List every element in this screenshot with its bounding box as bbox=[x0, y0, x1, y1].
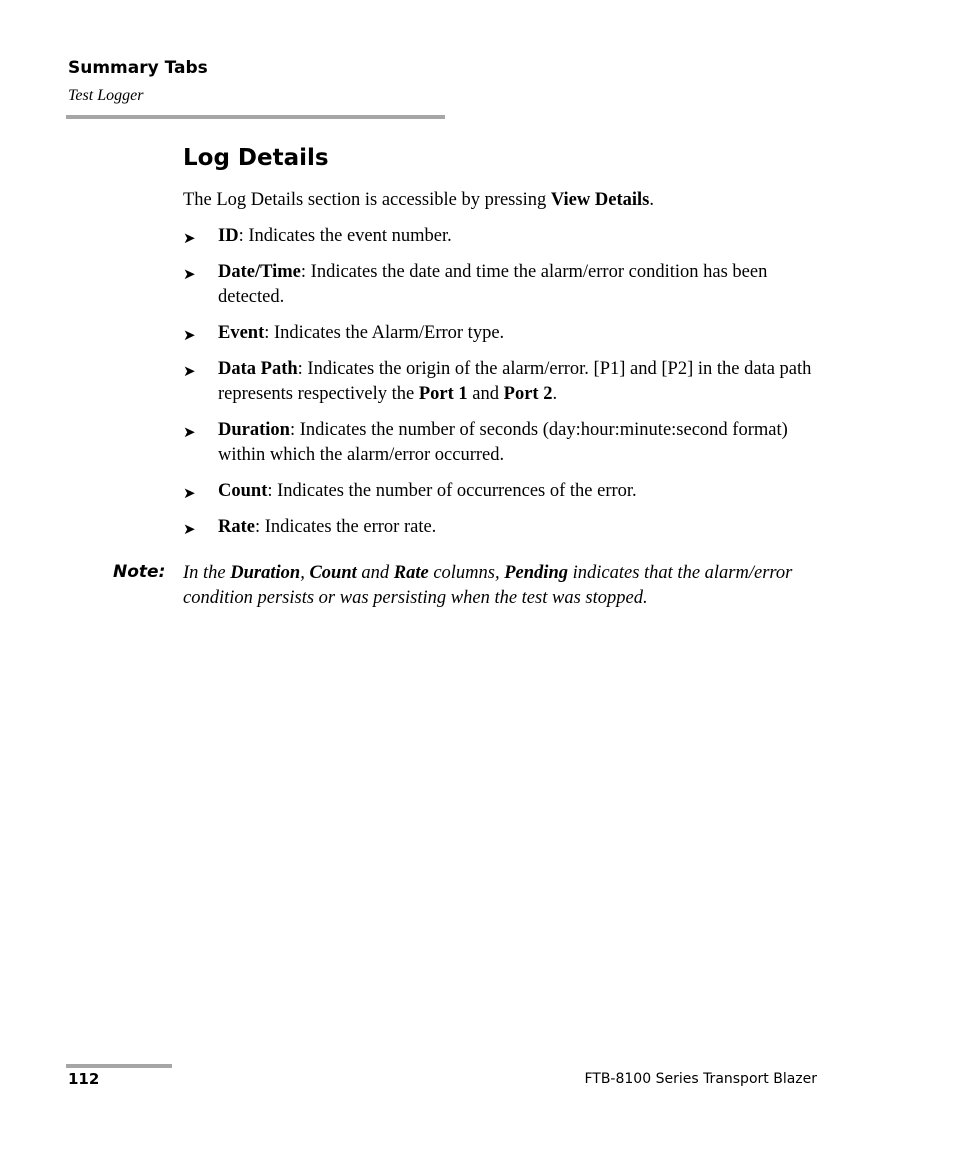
port2-term: Port 2 bbox=[503, 384, 553, 404]
list-item-data-path bbox=[183, 357, 823, 407]
arrow-bullet-icon: ➤ bbox=[183, 520, 196, 538]
description: : Indicates the number of occurrences of the error. bbox=[267, 481, 637, 501]
page-number: 112 bbox=[68, 1070, 100, 1088]
note-count-term: Count bbox=[309, 563, 357, 583]
term: ID bbox=[218, 226, 239, 246]
view-details-term: View Details bbox=[550, 190, 650, 210]
arrow-bullet-icon: ➤ bbox=[183, 326, 196, 344]
section-title: Log Details bbox=[183, 145, 329, 171]
intro-paragraph bbox=[183, 188, 823, 213]
description-end: . bbox=[552, 384, 558, 404]
header-divider bbox=[66, 115, 445, 119]
description: : Indicates the number of seconds (day:hour:minute:second format) within which the alarm/error occurred. bbox=[218, 420, 788, 465]
description: : Indicates the origin of the alarm/error. [P1] and [P2] in the data path represents respectively the bbox=[218, 359, 812, 404]
term: Rate bbox=[218, 517, 255, 537]
arrow-bullet-icon: ➤ bbox=[183, 362, 196, 380]
description: : Indicates the date and time the alarm/error condition has been detected. bbox=[218, 262, 768, 307]
term: Event bbox=[218, 323, 265, 343]
term: Count bbox=[218, 481, 268, 501]
port1-term: Port 1 bbox=[418, 384, 468, 404]
list-item-event bbox=[183, 321, 823, 346]
arrow-bullet-icon: ➤ bbox=[183, 265, 196, 283]
note-part: , bbox=[300, 563, 310, 583]
footer-divider bbox=[66, 1064, 172, 1068]
list-item-duration bbox=[183, 418, 823, 468]
note-duration-term: Duration bbox=[230, 563, 301, 583]
note-part: In the bbox=[183, 563, 231, 583]
running-header-subtitle: Test Logger bbox=[68, 87, 144, 104]
arrow-bullet-icon: ➤ bbox=[183, 423, 196, 441]
description: : Indicates the event number. bbox=[238, 226, 452, 246]
list-item-date-time bbox=[183, 260, 823, 310]
note-label: Note: bbox=[113, 562, 166, 582]
note-part: columns, bbox=[428, 563, 505, 583]
description: : Indicates the error rate. bbox=[254, 517, 437, 537]
intro-end: . bbox=[649, 190, 654, 210]
note-pending-term: Pending bbox=[504, 563, 568, 583]
list-item-rate bbox=[183, 515, 823, 540]
note-text bbox=[183, 561, 833, 611]
intro-text: The Log Details section is accessible by pressing bbox=[183, 190, 551, 210]
footer-product-name: FTB-8100 Series Transport Blazer bbox=[584, 1071, 817, 1087]
note-rate-term: Rate bbox=[393, 563, 429, 583]
term: Date/Time bbox=[218, 262, 301, 282]
running-header-title: Summary Tabs bbox=[68, 58, 208, 78]
arrow-bullet-icon: ➤ bbox=[183, 484, 196, 502]
description-mid: and bbox=[467, 384, 504, 404]
note-part: and bbox=[356, 563, 394, 583]
term: Duration bbox=[218, 420, 290, 440]
arrow-bullet-icon: ➤ bbox=[183, 229, 196, 247]
list-item-count bbox=[183, 479, 823, 504]
term: Data Path bbox=[218, 359, 298, 379]
list-item-id bbox=[183, 224, 823, 249]
description: : Indicates the Alarm/Error type. bbox=[264, 323, 505, 343]
field-list bbox=[183, 224, 823, 551]
note-part: indicates that the alarm/error condition persists or was persisting when the test was stopped. bbox=[183, 563, 793, 608]
